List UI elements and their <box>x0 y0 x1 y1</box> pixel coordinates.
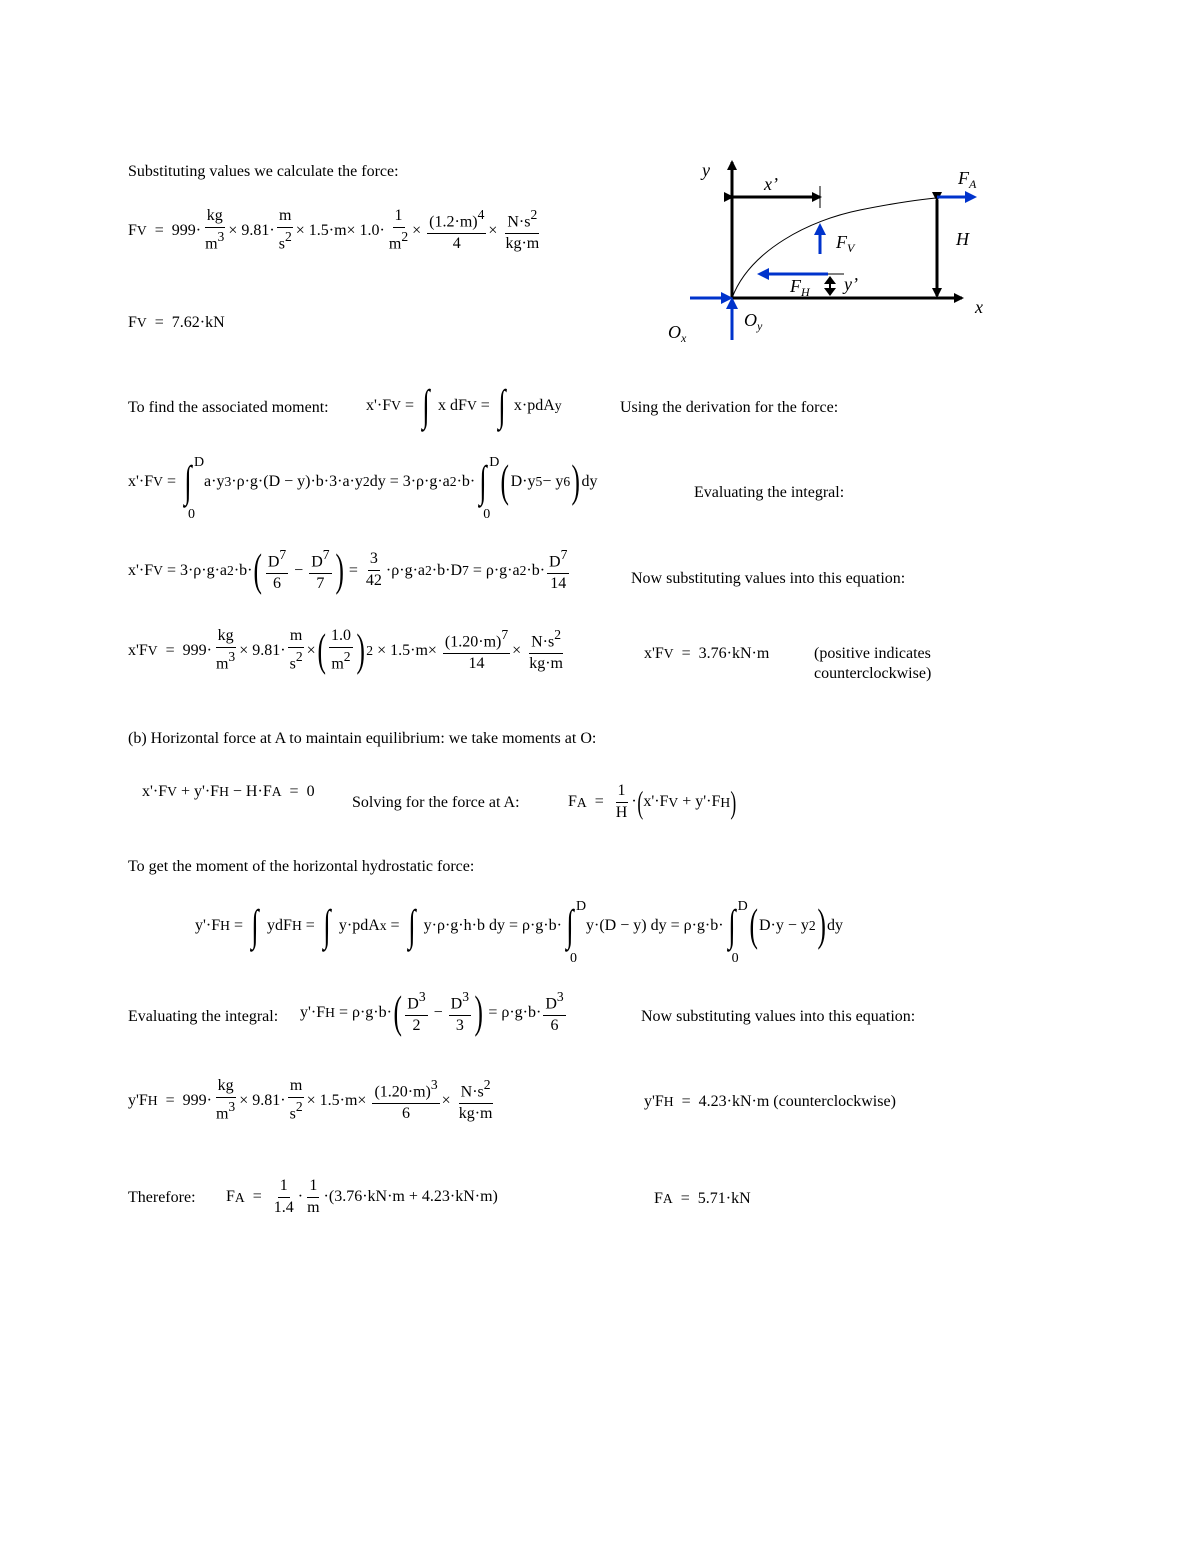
yfh-integral: y'·F H = ∫ ydF H = ∫ y·pdA x = ∫ y·ρ·g·h·b dy = ρ·g·b· ∫ D 0 y·(D − y) dy = ρ·g·b· ∫ D 0 ( D·y − y 2 ) dy <box>195 899 843 966</box>
moment-equilibrium: x'·F V + y'·F H − H·F A = 0 <box>142 783 315 800</box>
fv-equation: F V = 999· $\frac{kg}{m^3}$ × 9.81· $\frac{m}{s^2}$ × 1.5·m× 1.0· $\frac{1}{m^2}$ × $\frac{(1.2\cdot m)^4}{4}$ × $\frac{N\cdot s^2}{kg\cdot m}$ <box>128 207 540 253</box>
xfv-result: x'F V = 3.76·kN·m <box>644 645 770 662</box>
evaluating-1: Evaluating the integral: <box>694 484 845 501</box>
yfh-evaluated: y'·F H = ρ·g·b· ( $\frac{D^3}{2}$ − $\frac{D^3}{3}$ ) = ρ·g·b· $\frac{D^3}{6}$ <box>300 986 564 1038</box>
subst-intro: Substituting values we calculate the force: <box>128 163 399 180</box>
x-axis-label: x <box>975 297 983 317</box>
solving-for: Solving for the force at A: <box>352 794 520 811</box>
moment-intro: To find the associated moment: <box>128 399 329 416</box>
now-subst-1: Now substituting values into this equation: <box>631 570 906 587</box>
moment-integral: x'·F V = ∫ x dF V = ∫ x·pdA y <box>366 381 562 430</box>
using-derivation: Using the derivation for the force: <box>620 399 839 416</box>
fh-label: $F_H$ <box>790 276 810 299</box>
h-label: H <box>956 229 969 249</box>
yfh-result: y'F H = 4.23·kN·m (counterclockwise) <box>644 1093 896 1110</box>
fv-label: $F_V$ <box>836 232 855 255</box>
now-subst-2: Now substituting values into this equation: <box>641 1008 916 1025</box>
fv-value: 7.62·kN <box>171 314 225 331</box>
xfv-value: 3.76·kN·m <box>698 645 770 662</box>
free-body-diagram <box>660 150 1000 350</box>
positive-note-1: (positive indicates <box>814 645 931 662</box>
ox-label: $O_x$ <box>668 322 687 345</box>
yfh-numeric: y'F H = 999· $\frac{kg}{m^3}$ × 9.81· $\frac{m}{s^2}$ × 1.5·m× $\frac{(1.20\cdot m)^3}{6}$ × $\frac{N\cdot s^2}{kg\cdot m}$ <box>128 1077 493 1123</box>
fa-value: 5.71·kN <box>697 1190 751 1207</box>
positive-note-2: counterclockwise) <box>814 665 932 682</box>
horizontal-intro: To get the moment of the horizontal hydrostatic force: <box>128 858 475 875</box>
y-prime-label: y’ <box>844 274 858 294</box>
xfv-integral: x'·F V = ∫ D 0 a·y 3 ·ρ·g·(D − y)·b·3·a·y 2 dy = 3·ρ·g·a 2 ·b· ∫ D 0 ( D·y 5 − y 6 ) dy <box>128 455 598 522</box>
fa-formula: F A = $\frac{1}{H}$ · ( x'·F V + y'·F H ) <box>568 782 737 821</box>
evaluating-2: Evaluating the integral: <box>128 1008 279 1025</box>
oy-label: $O_y$ <box>744 310 763 333</box>
x-prime-label: x’ <box>764 174 778 194</box>
fa-label: $F_A$ <box>958 168 977 191</box>
xfv-evaluated: x'·F V = 3·ρ·g·a 2 ·b· ( $\frac{D^7}{6}$ − $\frac{D^7}{7}$ ) = $\frac{3}{42}$ ·ρ·g·a 2 ·b·D 7 = ρ·g·a 2 ·b· $\frac{D^7}{14}$ <box>128 544 568 596</box>
yfh-value: 4.23·kN·m (counterclockwise) <box>698 1093 896 1110</box>
part-b-heading: (b) Horizontal force at A to maintain equilibrium: we take moments at O: <box>128 730 597 747</box>
xfv-numeric: x'F V = 999· $\frac{kg}{m^3}$ × 9.81· $\frac{m}{s^2}$ × ( $\frac{1.0}{m^2}$ ) 2 × 1.5·m× $\frac{(1.20\cdot m)^7}{14}$ × $\frac{N\cdot s^2}{kg\cdot m}$ <box>128 624 563 676</box>
therefore: Therefore: <box>128 1189 196 1206</box>
fv-result: F V = 7.62·kN <box>128 314 225 331</box>
fa-result: F A = 5.71·kN <box>654 1190 751 1207</box>
y-axis-label: y <box>702 160 710 180</box>
fa-numeric: F A = $\frac{1}{1.4}$ · $\frac{1}{m}$ ·(3.76·kN·m + 4.23·kN·m) <box>226 1177 498 1216</box>
